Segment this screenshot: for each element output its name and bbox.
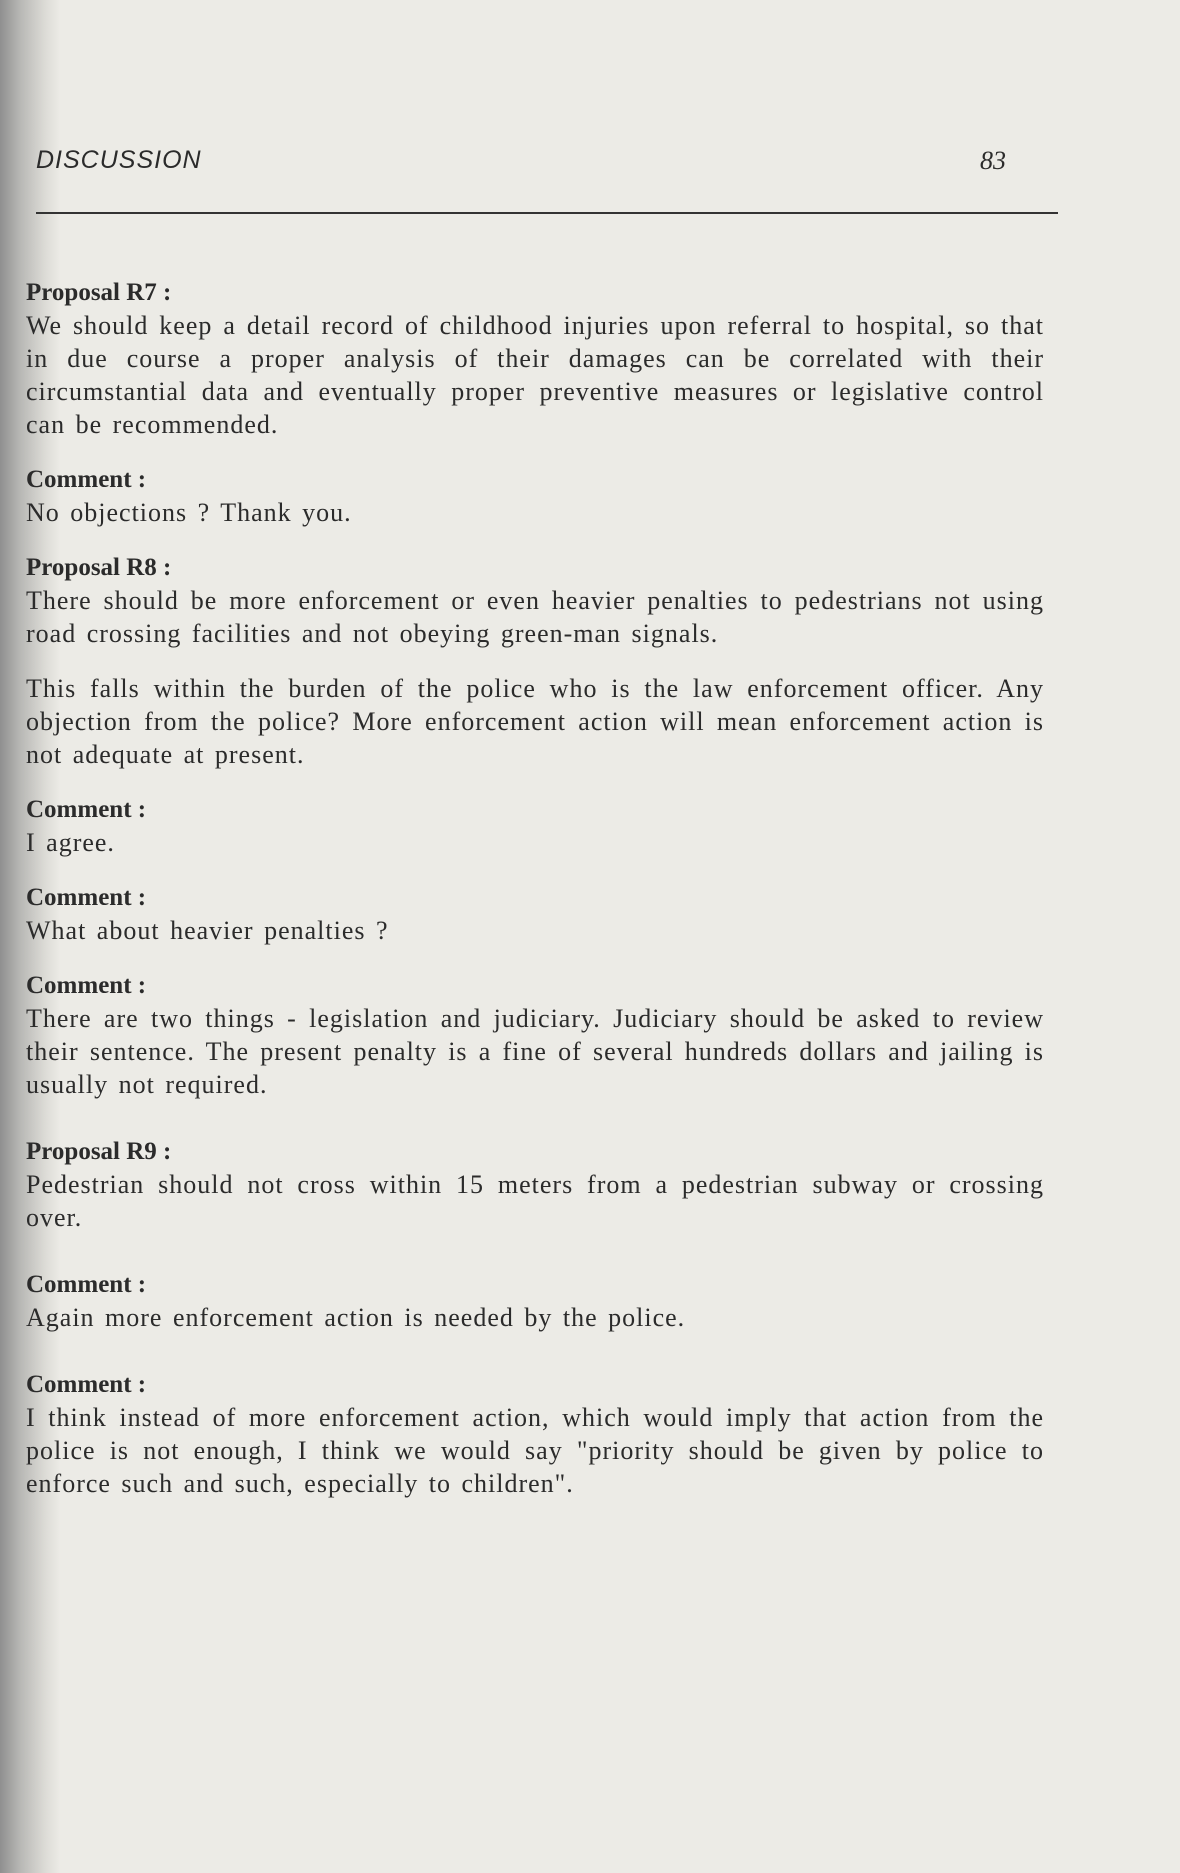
proposal-r8 (26, 551, 1044, 650)
block-label: Comment : (26, 796, 147, 823)
comment-block (26, 793, 1044, 859)
block-text: What about heavier penalties ? (26, 916, 389, 945)
comment-block (26, 881, 1044, 947)
block-text: There are two things - legislation and judiciary. Judiciary should be asked to review their sentence. The present penalty is a fine of several hundreds dollars and jailing is usually not required. (26, 1004, 1044, 1099)
block-text: I think instead of more enforcement action, which would imply that action from the police is not enough, I think we would say "priority should be given by police to enforce such and such, especially to children". (26, 1403, 1044, 1498)
block-label: Comment : (26, 1371, 147, 1398)
page-number: 83 (980, 146, 1006, 175)
running-header (36, 146, 1058, 182)
block-label: Comment : (26, 884, 147, 911)
paragraph-block (26, 672, 1044, 771)
comment-block (26, 969, 1044, 1101)
proposal-r7 (26, 276, 1044, 441)
block-text: Pedestrian should not cross within 15 meters from a pedestrian subway or crossing over. (26, 1170, 1044, 1232)
block-text: I agree. (26, 828, 115, 857)
block-label: Comment : (26, 972, 147, 999)
comment-block (26, 463, 1044, 529)
block-text: There should be more enforcement or even heavier penalties to pedestrians not using road crossing facilities and not obeying green-man signals. (26, 586, 1044, 648)
block-text: Again more enforcement action is needed by the police. (26, 1303, 686, 1332)
block-text: We should keep a detail record of childhood injuries upon referral to hospital, so that in due course a proper analysis of their damages can be correlated with their circumstantial data and eventually proper preventive measures or legislative control can be recommended. (26, 311, 1044, 439)
block-label: Comment : (26, 1271, 147, 1298)
comment-block (26, 1368, 1044, 1500)
block-label: Proposal R9 : (26, 1138, 172, 1165)
header-rule (36, 212, 1058, 214)
proposal-r9 (26, 1135, 1044, 1234)
comment-block (26, 1268, 1044, 1334)
running-title: DISCUSSION (36, 146, 202, 174)
block-text: This falls within the burden of the police who is the law enforcement officer. Any objection from the police? More enforcement action will mean enforcement action is not adequate at present. (26, 674, 1044, 769)
block-label: Comment : (26, 466, 147, 493)
block-label: Proposal R8 : (26, 554, 172, 581)
block-label: Proposal R7 : (26, 279, 172, 306)
block-text: No objections ? Thank you. (26, 498, 352, 527)
discussion-body (26, 276, 1044, 1522)
